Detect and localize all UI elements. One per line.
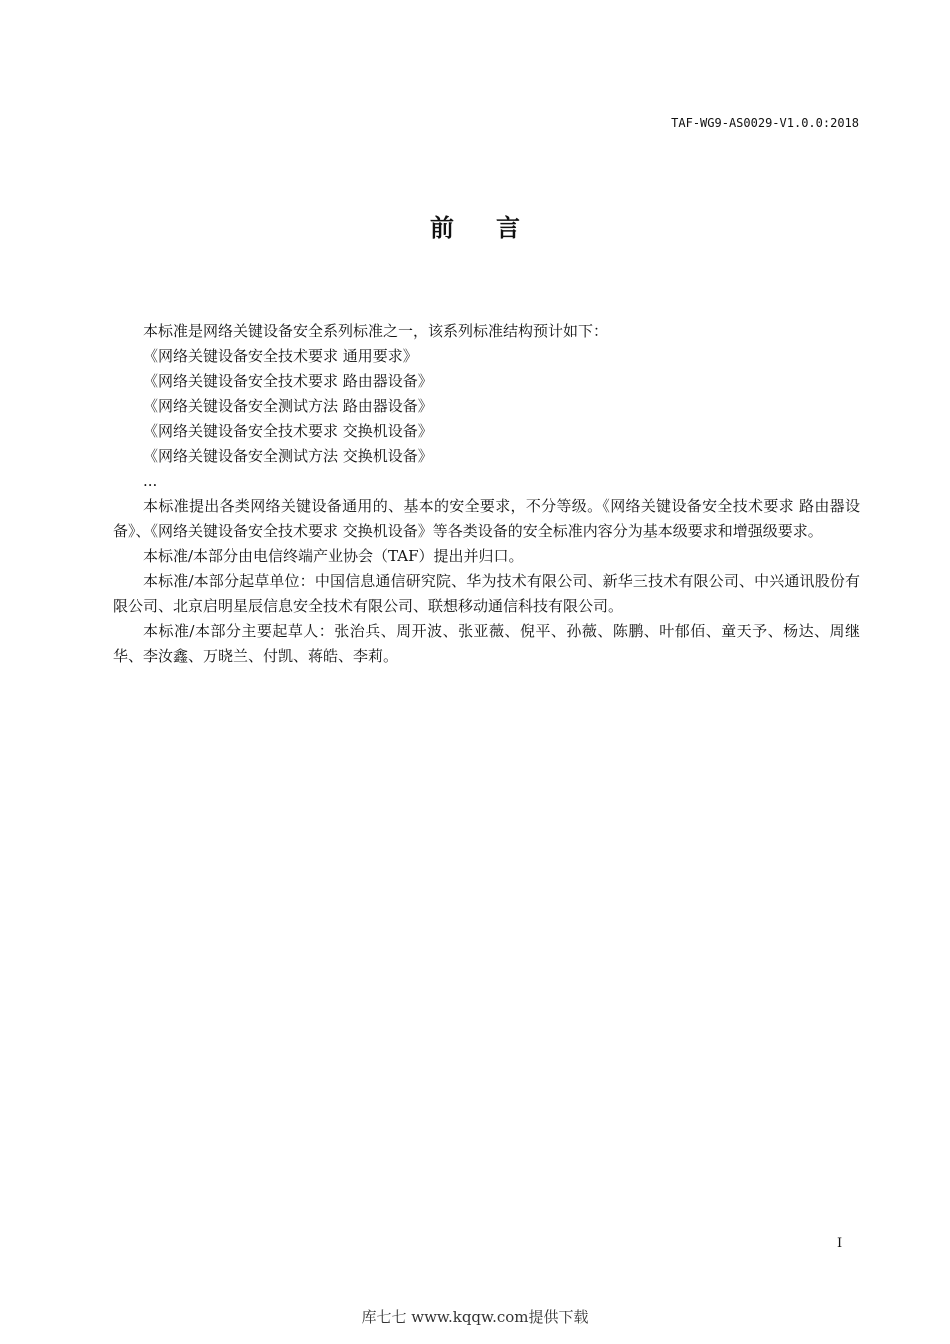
document-id: TAF-WG9-AS0029-V1.0.0:2018 xyxy=(671,116,859,130)
series-list-item: 《网络关键设备安全技术要求 交换机设备》 xyxy=(143,422,433,440)
proposer-paragraph: 本标准/本部分由电信终端产业协会（TAF）提出并归口。 xyxy=(143,547,524,565)
foreword-body xyxy=(113,319,860,669)
drafting-units-paragraph: 本标准/本部分起草单位：中国信息通信研究院、华为技术有限公司、新华三技术有限公司、中兴通讯股份有限公司、北京启明星辰信息安全技术有限公司、联想移动通信科技有限公司。 xyxy=(113,572,860,615)
series-list-item: 《网络关键设备安全测试方法 交换机设备》 xyxy=(143,447,433,465)
drafters-paragraph: 本标准/本部分主要起草人：张治兵、周开波、张亚薇、倪平、孙薇、陈鹏、叶郁佰、童天予、杨达、周继华、李汝鑫、万晓兰、付凯、蒋皓、李莉。 xyxy=(113,622,860,665)
series-list-item: 《网络关键设备安全技术要求 路由器设备》 xyxy=(143,372,433,390)
series-list-ellipsis: ... xyxy=(143,472,158,490)
series-list-item: 《网络关键设备安全技术要求 通用要求》 xyxy=(143,347,418,365)
scope-paragraph: 本标准提出各类网络关键设备通用的、基本的安全要求，不分等级。《网络关键设备安全技术要求 路由器设备》、《网络关键设备安全技术要求 交换机设备》等各类设备的安全标准内容分为基本级要求和增强级要求。 xyxy=(113,497,860,540)
page-number: I xyxy=(837,1236,843,1251)
download-watermark: 库七七 www.kqqw.com提供下载 xyxy=(361,1308,589,1326)
series-list-item: 《网络关键设备安全测试方法 路由器设备》 xyxy=(143,397,433,415)
page-title: 前言 xyxy=(430,214,562,242)
intro-paragraph: 本标准是网络关键设备安全系列标准之一，该系列标准结构预计如下： xyxy=(143,322,609,340)
